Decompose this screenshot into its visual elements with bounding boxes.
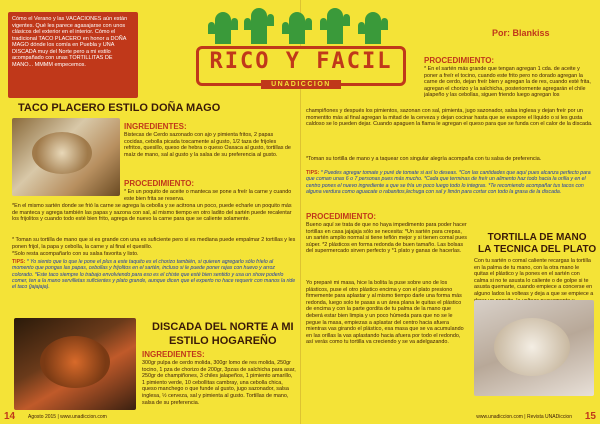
discada-title	[152, 320, 294, 348]
taco-ingredients: Bistecas de Cerdo sazonado con ajo y pimienta fritos, 2 papas cocidas, cebolla picada toscamente al gusto, 1/2 taza de frijoles refritos, quesillo, queso de hebra o queso Oaxaca al gusto, tortillas de maíz de mano, sal al gusto y la salsa de su preferencia al gusto.	[124, 132, 291, 158]
discada-procedure-cont-text: champiñones y después los pimientos, sazonan con sal, pimienta, jugo sazonador, salsa inglesa y dejan freír por un momentito más al final agregan la mitad de la cerveza y dejan cocinar hasta que se evapore el líquido o si les gusta caldoso se lo pueden dejar. Cuando apaguen la flama le agregan el queso para que se funda con el calor de la discada.	[306, 108, 593, 128]
cactus-icon	[215, 12, 231, 44]
taco-procedure: * En un poquito de aceite o manteca se pone a freír la carne y cuando este bien frita se reserva.	[124, 189, 292, 202]
discada-tips-text: * Puedes agregar tomate y puré de tomate si así lo deseas. *Con las cantidades que aquí pues alcanza perfecto para que coman unas 6 o 7 personas pues más mucho. *Cada que terminas de freír un alimento haz todo hacia la orilla y en el centro pones el nuevo ingrediente a que se fría un poco luego todo lo integras. *Te recomiendo acompañar tus tacos con alguna verdura como aguacate o rabanitos,lechuga con sal y limón para cortar con todo la grasa de la discada.	[306, 170, 591, 195]
discada-tips	[306, 170, 594, 195]
discada-procedure-2: *Toman su tortilla de mano y a taquear con singular alegría acompaña con tu salsa de preferencia.	[306, 156, 542, 162]
discada-tips-label: TIPS:	[306, 170, 320, 176]
page-number-right: 15	[584, 411, 596, 422]
taco-tips-text: * Yo siento que lo que le pone el plus a este taquito es el chorizo también, si quieren agregarlo sólo fríelo al momento que pongas las papas, cebollas y frijolitos en el sartén, incluso si le puede poner rajas con huevo y arroz colorado. *Este taco siempre lo trabajo envolviendo para eso es el chiste que esté bien sentido y usa un show poderlo comer, ten a la mano servilletas suficientes y plato grande, aunque dicen que el experto no hace requerir con manos la ride el taco (jajajaja).	[12, 259, 296, 291]
author-byline: Por: Blankiss	[492, 28, 550, 38]
cactus-decoration	[205, 4, 400, 44]
tortilla-title-line-1: TORTILLA DE MANO	[487, 232, 587, 243]
tortilla-title	[478, 232, 596, 256]
discada-title-line-1: DISCADA DEL NORTE A MI	[152, 321, 294, 333]
taco-procedure-label: PROCEDIMIENTO:	[124, 179, 195, 188]
taco-tips	[12, 259, 296, 290]
discada-procedure-cont	[306, 108, 594, 154]
cactus-icon	[289, 12, 305, 44]
tortilla-procedure-label: PROCEDIMIENTO:	[306, 212, 377, 221]
title-box	[196, 46, 406, 86]
taco-procedure-2: *En el mismo sartén donde se frió la carne se agrega la cebolla y se acitrona un poco, puede echarle un poquito más de manteca y agrega también las papas y sazona con sal, al mismo tiempo en otro ladito del sartén puede recalentar los frijolitos y cuando todo esté bien frito, agrega de nuevo la carne para que se caliente solamente.	[12, 203, 292, 223]
cactus-icon	[327, 8, 343, 44]
page-subtitle: UNADICCION	[261, 80, 341, 89]
taco-photo	[12, 118, 120, 196]
discada-procedure: * En el sartén más grande que tengan agregan 1 cda. de aceite y poner a freír el tocino, cuando este frito pero no dorado agregan la carne de cerdo, dejan freír bien y agregan la de res, cuando esté frita, agregan el chorizo y la salchicha, posteriormente agregarán el chile jalapeño y las cebollas, siguen friendo luego agregan los	[424, 66, 591, 99]
taco-title: TACO PLACERO ESTILO DOÑA MAGO	[18, 102, 221, 114]
tortilla-procedure: Bueno aquí se trata de que no haya impedimento para poder hacer tortillas en casa jajajaja sólo se necesita: *Un sartén para crepas, un sartén amplio normal si tiene teflón mejor y si tienen comal pues súper. *2 plásticos en forma redonda de buen tamaño. Las bolsas del supermercado sirven perfecto y *1 plato y ganas de hacerlas.	[306, 222, 467, 255]
taco-tips-label: TIPS:	[12, 259, 26, 265]
discada-ingredients-label: INGREDIENTES:	[142, 350, 205, 359]
tortilla-photo	[474, 300, 594, 396]
intro-box: Cómo el Verano y las VACACIONES aún están vigentes. Qué les parece agasajarse con unos clásicos del exterior en el interior. Cómo el tradicional TACO PLACERO en honor a DOÑA MAGO dónde los comía en Puebla y UNA DISCADA muy del Norte pero a mi estilo acompañado con unas TORTILLITAS DE MANO... MMMM empecemos.	[8, 12, 138, 98]
cactus-icon	[365, 12, 381, 44]
footer-right-text: www.unadiccion.com | Revista UNADiccion	[476, 414, 572, 420]
page-number-left: 14	[4, 411, 16, 422]
discada-photo	[14, 318, 136, 410]
discada-procedure-label: PROCEDIMIENTO:	[424, 56, 495, 65]
tortilla-procedure-2: Yo preparé mi masa, hice la bolita la puse sobre uno de los plásticos, puse el otro plástico encima y con el plato presiono firmemente para aplastar y al mismo tiempo darle una forma más redonda, luego solo te pasas a un área plana le quitas el plástico de encima y con la parte gordita de tu palma de la mano que deberá estar bien limpia y un poco húmeda para que no se le pegue la masa, empiezas a aplastar del centro hacia afuera mientras vas girando el plástico, esa masa que se va acumulando en las orillas la vas aplastando hacia afuera por todo el redondo, así verás como tu tortilla va creciendo y se va adelgazando.	[306, 280, 464, 346]
discada-title-line-2: ESTILO HOGAREÑO	[169, 335, 277, 347]
tortilla-text: Con tu sartén o comal caliente recargas la tortilla en la palma de tu mano, con la otra mano le quitas el plástico y la pones en el sartén con calma si no te asusta lo caliente o de golpe si te asusta quemarte, cuando empiece a concerse en alguno lados la volteas y deja a que se empiece a	[474, 258, 594, 297]
cactus-icon	[251, 8, 267, 44]
taco-ingredients-label: INGREDIENTES:	[124, 122, 187, 131]
taco-procedure-3: * Toman su tortilla de mano que si es grande con una es suficiente pero si es mediana puede empalmar 2 tortillas y les ponen frijol, la papa y cebolla, la carne y al final el quesillo.	[12, 237, 296, 250]
page-title: RICO Y FACIL	[209, 49, 393, 74]
footer-left-text: Agosto 2015 | www.unadiccion.com	[28, 414, 107, 420]
tortilla-title-line-2: LA TECNICA DEL PLATO	[478, 244, 597, 255]
taco-procedure-4: *Solo resta acompañarlo con su salsa favorita y listo.	[12, 251, 139, 257]
discada-ingredients: 300gr pulpa de cerdo molida, 300gr lomo de res molida, 250gr tocino, 1 pza de chorizo de 200gr, 3pzas de salchicha para asar, 250gr de champiñones, 3 chiles jalapeños, 1 pimiento amarillo, 1 pimiento verde, 10 cebollitas cambray, una cebolla chica, queso manchego o que funde al gusto, jugo sazonador, salsa inglesa, ½ cerveza, sal y pimienta al gusto. Tortillas de mano, salsa de su preferencia.	[142, 360, 296, 406]
